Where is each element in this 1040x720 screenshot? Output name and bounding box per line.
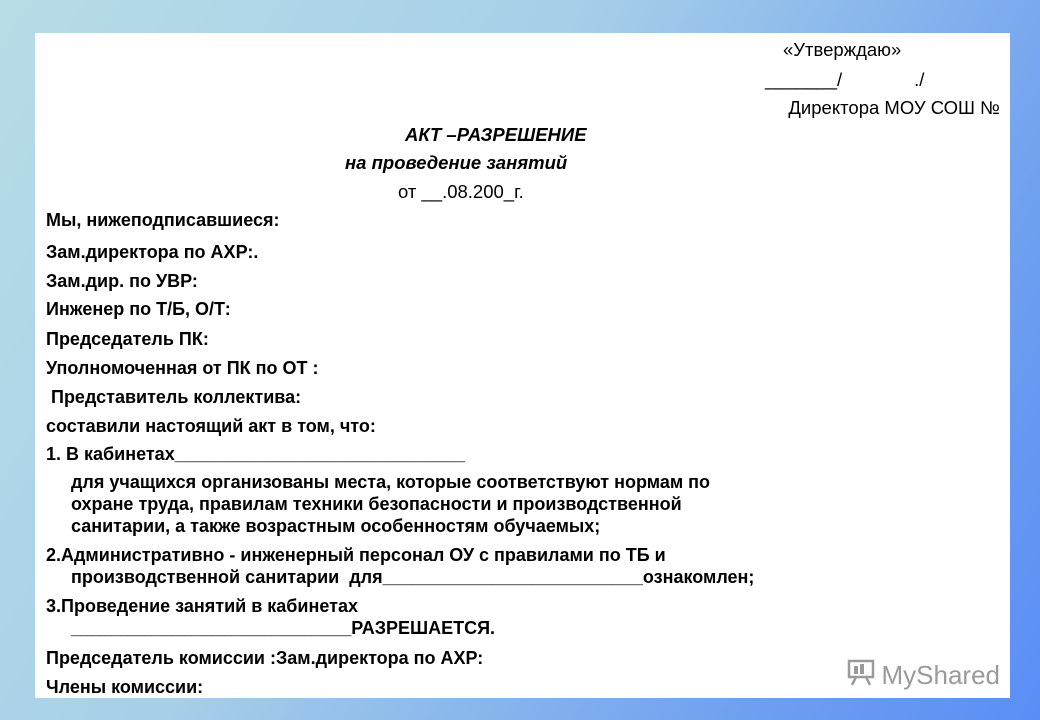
item-3-text: ____________________________РАЗРЕШАЕТСЯ. [71,618,496,638]
signers-intro: Мы, нижеподписавшиеся: [46,210,280,230]
document-page [35,33,1010,698]
signature-line: _______/ ./ [765,69,925,90]
signer-line: Зам.дир. по УВР: [46,271,198,291]
chairman-line: Председатель комиссии :Зам.директора по АХР: [46,648,484,668]
signer-line: Инженер по Т/Б, О/Т: [46,299,231,319]
item-1-text: охране труда, правилам техники безопасности и производственной [71,494,682,514]
act-title: АКТ –РАЗРЕШЕНИЕ [405,124,587,145]
presentation-board-icon [846,657,882,694]
act-date: от __.08.200_г. [398,181,524,202]
item-1-text: для учащихся организованы места, которые соответствуют нормам по [71,472,711,492]
item-2-text: 2.Административно - инженерный персонал ОУ с правилами по ТБ и [46,545,666,565]
signer-line: Председатель ПК: [46,329,209,349]
director-label: Директора МОУ СОШ № [788,97,1000,118]
signer-line: Представитель коллектива: [46,387,302,407]
watermark [846,657,1001,694]
act-intro: составили настоящий акт в том, что: [46,416,376,436]
item-1-heading: 1. В кабинетах_____________________________ [46,444,466,464]
item-3-text: 3.Проведение занятий в кабинетах [46,596,358,616]
signer-line: Зам.директора по АХР:. [46,242,259,262]
item-2-text: производственной санитарии для__________________________ознакомлен; [71,567,755,587]
approve-label: «Утверждаю» [783,39,902,60]
members-line: Члены комиссии: [46,677,204,697]
item-1-text: санитарии, а также возрастным особенностям обучаемых; [71,516,601,536]
watermark-text: MyShared [881,660,1000,690]
act-subtitle: на проведение занятий [345,152,568,173]
signer-line: Уполномоченная от ПК по ОТ : [46,358,319,378]
